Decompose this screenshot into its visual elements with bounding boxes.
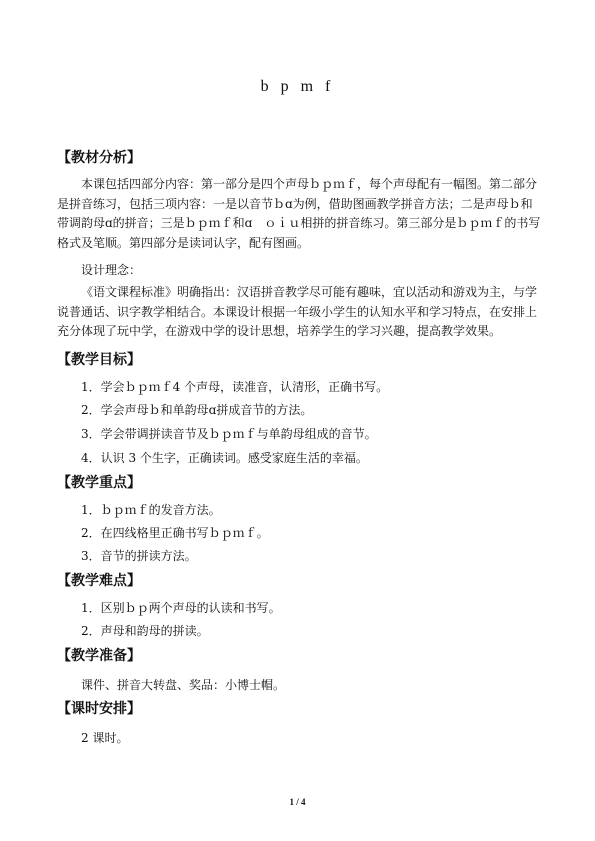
list-item-goal-2: 2．学会声母ｂ和单韵母ɑ拼成音节的方法。 xyxy=(81,403,313,417)
paragraph-content-overview: 本课包括四部分内容：第一部分是四个声母ｂｐｍｆ，每个声母配有一幅图。第二部分是拼音练习，包括三项内容：一是以音节ｂɑ为例，借助图画教学拼音方法；二是声母ｂ和带调韵母ɑ的拼音；三是ｂｐｍｆ和ɑ ｏｉｕ相拼的拼音练习。第三部分是ｂｐｍｆ的书写格式及笔顺。第四部分是读词认字，配有图画。 xyxy=(57,177,541,250)
section-heading-textbook-analysis: 【教材分析】 xyxy=(57,150,141,166)
list-item-goal-3: 3．学会带调拼读音节及ｂｐｍｆ与单韵母组成的音节。 xyxy=(81,427,377,441)
section-heading-schedule: 【课时安排】 xyxy=(57,701,141,717)
list-item-difficulty-2: 2．声母和韵母的拼读。 xyxy=(81,624,209,638)
section-heading-difficulties: 【教学难点】 xyxy=(57,573,141,589)
list-item-key-point-3: 3．音节的拼读方法。 xyxy=(81,549,197,563)
list-item-goal-1: 1．学会ｂｐｍｆ4 个声母，读准音，认清形，正确书写。 xyxy=(81,380,389,394)
section-heading-preparation: 【教学准备】 xyxy=(57,648,141,664)
list-item-preparation: 课件、拼音大转盘、奖品：小博士帽。 xyxy=(81,678,286,692)
list-item-key-point-2: 2．在四线格里正确书写ｂｐｍｆ。 xyxy=(81,526,269,540)
list-item-difficulty-1: 1．区别ｂｐ两个声母的认读和书写。 xyxy=(81,601,281,615)
document-title: b p m f xyxy=(260,78,335,95)
list-item-key-point-1: 1．ｂｐｍｆ的发音方法。 xyxy=(81,503,221,517)
section-heading-teaching-goals: 【教学目标】 xyxy=(57,352,141,368)
page-number: 1 / 4 xyxy=(289,797,306,807)
section-heading-key-points: 【教学重点】 xyxy=(57,475,141,491)
paragraph-design-concept: 《语文课程标准》明确指出：汉语拼音教学尽可能有趣味，宜以活动和游戏为主，与学说普通话、识字教学相结合。本课设计根据一年级小学生的认知水平和学习特点，在安排上充分体现了玩中学，在游戏中学的设计思想，培养学生的学习兴趣，提高教学效果。 xyxy=(57,285,538,338)
paragraph-design-concept-label: 设计理念： xyxy=(81,263,142,277)
list-item-schedule: 2 课时。 xyxy=(81,731,129,745)
list-item-goal-4: 4．认识 3 个生字，正确读词。感受家庭生活的幸福。 xyxy=(81,451,368,465)
